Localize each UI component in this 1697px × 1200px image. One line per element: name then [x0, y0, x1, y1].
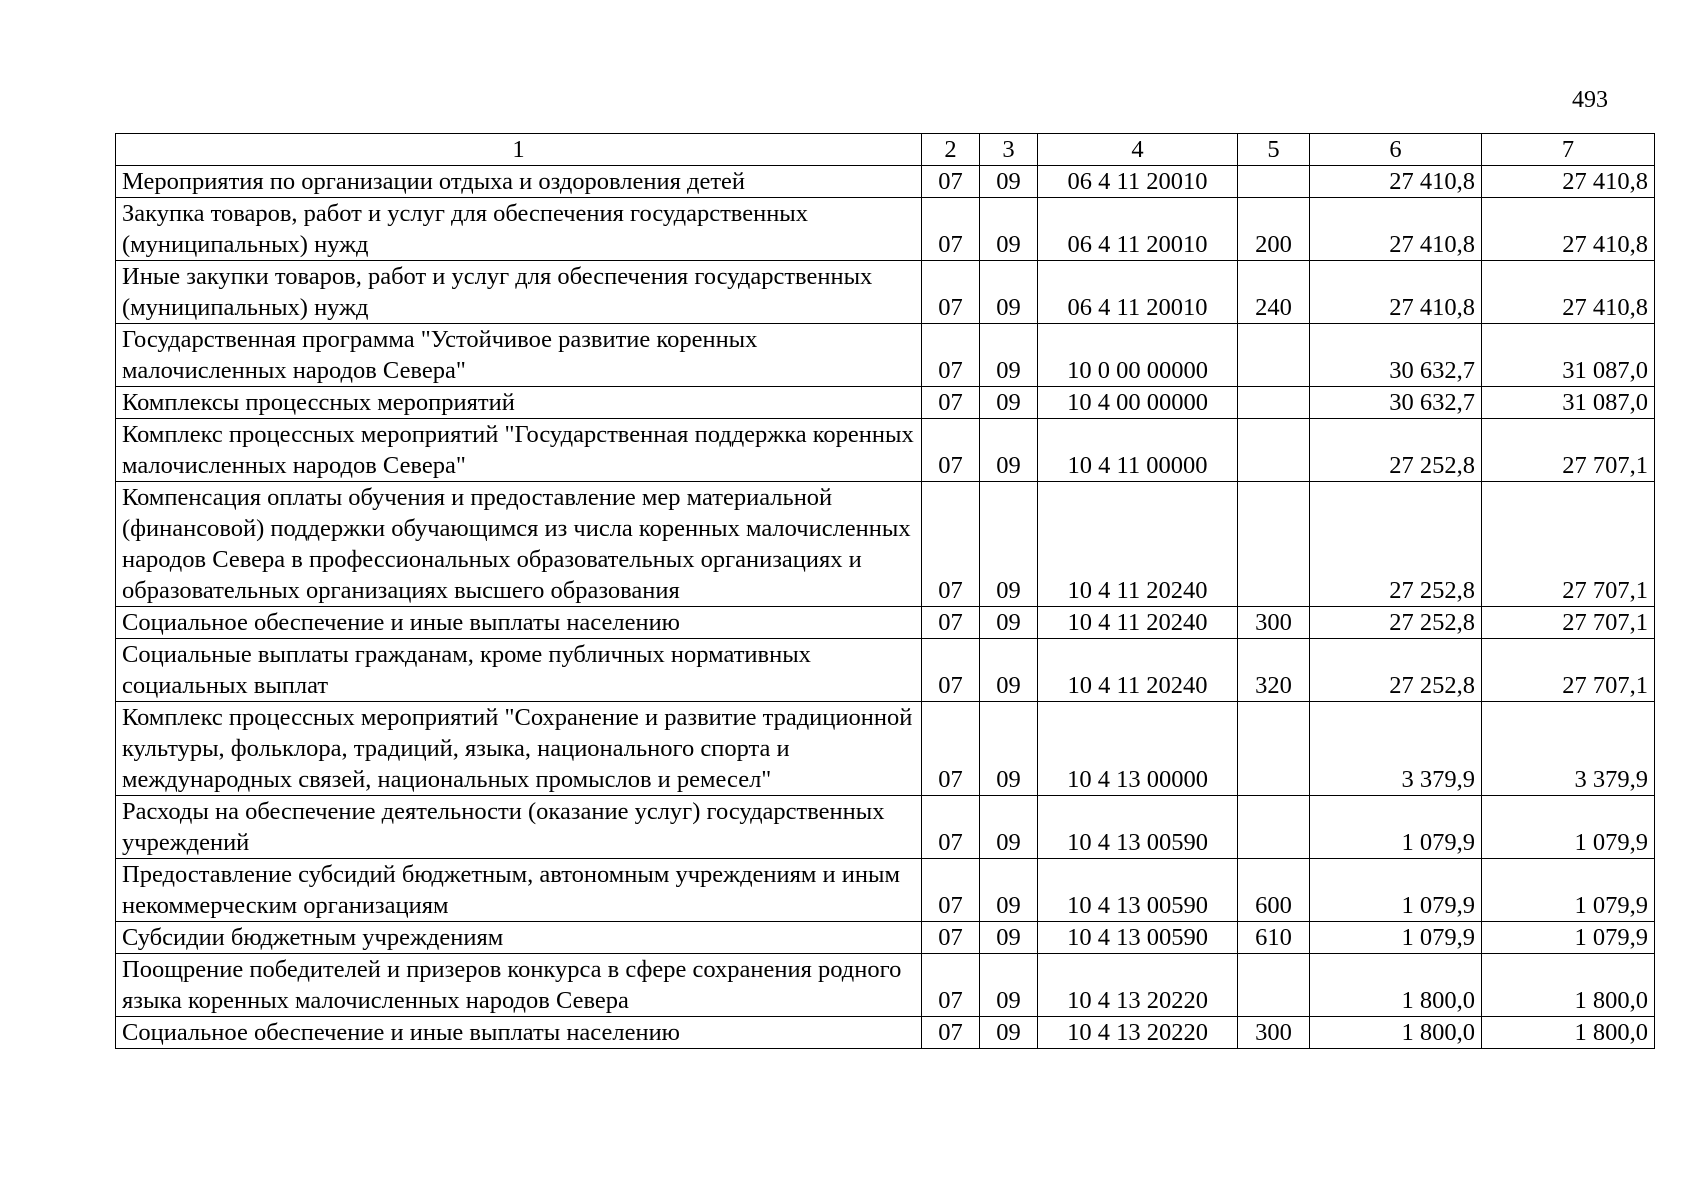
row-expense-type-cell: 240	[1238, 261, 1310, 324]
row-name-cell: Расходы на обеспечение деятельности (оказание услуг) государственных учреждений	[116, 796, 922, 859]
row-subsection-cell: 09	[980, 324, 1038, 387]
row-target-article-cell: 10 4 13 00590	[1038, 796, 1238, 859]
row-subsection-cell: 09	[980, 198, 1038, 261]
row-amount-year2-cell: 27 707,1	[1482, 607, 1655, 639]
row-target-article-cell: 10 4 11 20240	[1038, 482, 1238, 607]
table-row	[116, 261, 1655, 324]
row-name-cell: Комплексы процессных мероприятий	[116, 387, 922, 419]
row-expense-type-cell: 600	[1238, 859, 1310, 922]
table-body	[116, 166, 1655, 1049]
header-row	[116, 134, 1655, 166]
row-amount-year2-cell: 3 379,9	[1482, 702, 1655, 796]
row-subsection-cell: 09	[980, 1017, 1038, 1049]
row-expense-type-cell	[1238, 419, 1310, 482]
row-expense-type-cell	[1238, 796, 1310, 859]
row-section-cell: 07	[922, 796, 980, 859]
row-amount-year2-cell: 31 087,0	[1482, 324, 1655, 387]
table-header	[116, 134, 1655, 166]
row-name-cell: Комплекс процессных мероприятий "Государственная поддержка коренных малочисленных народов Севера"	[116, 419, 922, 482]
header-col-4: 4	[1038, 134, 1238, 166]
row-amount-year2-cell: 1 079,9	[1482, 922, 1655, 954]
table-row	[116, 859, 1655, 922]
row-section-cell: 07	[922, 922, 980, 954]
row-expense-type-cell	[1238, 324, 1310, 387]
row-expense-type-cell	[1238, 387, 1310, 419]
row-subsection-cell: 09	[980, 419, 1038, 482]
row-amount-year1-cell: 27 410,8	[1310, 198, 1482, 261]
row-target-article-cell: 06 4 11 20010	[1038, 166, 1238, 198]
row-expense-type-cell	[1238, 166, 1310, 198]
header-col-3: 3	[980, 134, 1038, 166]
row-name-cell: Предоставление субсидий бюджетным, автономным учреждениям и иным некоммерческим организациям	[116, 859, 922, 922]
row-subsection-cell: 09	[980, 954, 1038, 1017]
row-amount-year1-cell: 27 410,8	[1310, 261, 1482, 324]
table-row	[116, 482, 1655, 607]
row-target-article-cell: 10 4 13 20220	[1038, 1017, 1238, 1049]
table-row	[116, 419, 1655, 482]
row-amount-year2-cell: 27 410,8	[1482, 261, 1655, 324]
row-section-cell: 07	[922, 198, 980, 261]
row-subsection-cell: 09	[980, 859, 1038, 922]
row-expense-type-cell: 610	[1238, 922, 1310, 954]
table-row	[116, 639, 1655, 702]
row-name-cell: Государственная программа "Устойчивое развитие коренных малочисленных народов Севера"	[116, 324, 922, 387]
row-name-cell: Субсидии бюджетным учреждениям	[116, 922, 922, 954]
row-amount-year2-cell: 1 800,0	[1482, 954, 1655, 1017]
row-amount-year2-cell: 1 079,9	[1482, 859, 1655, 922]
row-subsection-cell: 09	[980, 607, 1038, 639]
row-expense-type-cell: 300	[1238, 607, 1310, 639]
row-amount-year1-cell: 1 079,9	[1310, 922, 1482, 954]
row-amount-year1-cell: 1 079,9	[1310, 859, 1482, 922]
header-col-2: 2	[922, 134, 980, 166]
row-section-cell: 07	[922, 324, 980, 387]
row-expense-type-cell	[1238, 482, 1310, 607]
row-amount-year2-cell: 27 410,8	[1482, 166, 1655, 198]
row-name-cell: Комплекс процессных мероприятий "Сохранение и развитие традиционной культуры, фольклора, традиций, языка, национального спорта и международных связей, национальных промыслов и ремесел"	[116, 702, 922, 796]
row-section-cell: 07	[922, 954, 980, 1017]
row-section-cell: 07	[922, 702, 980, 796]
row-name-cell: Иные закупки товаров, работ и услуг для обеспечения государственных (муниципальных) нужд	[116, 261, 922, 324]
row-subsection-cell: 09	[980, 261, 1038, 324]
row-amount-year2-cell: 1 079,9	[1482, 796, 1655, 859]
row-amount-year1-cell: 1 079,9	[1310, 796, 1482, 859]
header-col-5: 5	[1238, 134, 1310, 166]
row-section-cell: 07	[922, 419, 980, 482]
header-col-7: 7	[1482, 134, 1655, 166]
row-target-article-cell: 10 4 13 00590	[1038, 859, 1238, 922]
row-amount-year2-cell: 1 800,0	[1482, 1017, 1655, 1049]
row-amount-year1-cell: 27 410,8	[1310, 166, 1482, 198]
row-target-article-cell: 10 4 11 00000	[1038, 419, 1238, 482]
row-target-article-cell: 10 4 11 20240	[1038, 639, 1238, 702]
row-amount-year1-cell: 30 632,7	[1310, 324, 1482, 387]
table-row	[116, 702, 1655, 796]
row-amount-year1-cell: 27 252,8	[1310, 607, 1482, 639]
row-amount-year1-cell: 3 379,9	[1310, 702, 1482, 796]
row-section-cell: 07	[922, 859, 980, 922]
row-amount-year1-cell: 27 252,8	[1310, 482, 1482, 607]
row-name-cell: Мероприятия по организации отдыха и оздоровления детей	[116, 166, 922, 198]
row-target-article-cell: 10 4 13 20220	[1038, 954, 1238, 1017]
row-section-cell: 07	[922, 387, 980, 419]
row-amount-year2-cell: 27 707,1	[1482, 639, 1655, 702]
row-target-article-cell: 10 4 13 00590	[1038, 922, 1238, 954]
row-amount-year1-cell: 27 252,8	[1310, 419, 1482, 482]
row-section-cell: 07	[922, 482, 980, 607]
row-expense-type-cell	[1238, 702, 1310, 796]
row-target-article-cell: 10 4 00 00000	[1038, 387, 1238, 419]
row-amount-year2-cell: 31 087,0	[1482, 387, 1655, 419]
row-expense-type-cell: 200	[1238, 198, 1310, 261]
row-amount-year1-cell: 1 800,0	[1310, 954, 1482, 1017]
row-section-cell: 07	[922, 261, 980, 324]
row-subsection-cell: 09	[980, 796, 1038, 859]
row-expense-type-cell: 300	[1238, 1017, 1310, 1049]
row-name-cell: Поощрение победителей и призеров конкурса в сфере сохранения родного языка коренных малочисленных народов Севера	[116, 954, 922, 1017]
row-expense-type-cell	[1238, 954, 1310, 1017]
table-row	[116, 198, 1655, 261]
header-col-6: 6	[1310, 134, 1482, 166]
row-section-cell: 07	[922, 607, 980, 639]
table-row	[116, 166, 1655, 198]
row-amount-year1-cell: 27 252,8	[1310, 639, 1482, 702]
row-subsection-cell: 09	[980, 639, 1038, 702]
table-row	[116, 324, 1655, 387]
row-target-article-cell: 06 4 11 20010	[1038, 198, 1238, 261]
table-row	[116, 796, 1655, 859]
row-amount-year2-cell: 27 707,1	[1482, 482, 1655, 607]
row-subsection-cell: 09	[980, 482, 1038, 607]
row-amount-year1-cell: 30 632,7	[1310, 387, 1482, 419]
row-subsection-cell: 09	[980, 922, 1038, 954]
page-number: 493	[1572, 87, 1608, 113]
table-row	[116, 1017, 1655, 1049]
row-subsection-cell: 09	[980, 387, 1038, 419]
row-expense-type-cell: 320	[1238, 639, 1310, 702]
row-target-article-cell: 10 0 00 00000	[1038, 324, 1238, 387]
row-section-cell: 07	[922, 639, 980, 702]
table-row	[116, 954, 1655, 1017]
header-col-1: 1	[116, 134, 922, 166]
row-amount-year1-cell: 1 800,0	[1310, 1017, 1482, 1049]
row-section-cell: 07	[922, 166, 980, 198]
row-name-cell: Социальное обеспечение и иные выплаты населению	[116, 1017, 922, 1049]
row-name-cell: Компенсация оплаты обучения и предоставление мер материальной (финансовой) поддержки обучающимся из числа коренных малочисленных народов Севера в профессиональных образовательных организациях и образовательных организациях высшего образования	[116, 482, 922, 607]
row-name-cell: Социальные выплаты гражданам, кроме публичных нормативных социальных выплат	[116, 639, 922, 702]
table-row	[116, 607, 1655, 639]
row-name-cell: Социальное обеспечение и иные выплаты населению	[116, 607, 922, 639]
row-section-cell: 07	[922, 1017, 980, 1049]
table-row	[116, 922, 1655, 954]
row-amount-year2-cell: 27 410,8	[1482, 198, 1655, 261]
row-subsection-cell: 09	[980, 166, 1038, 198]
row-amount-year2-cell: 27 707,1	[1482, 419, 1655, 482]
row-subsection-cell: 09	[980, 702, 1038, 796]
row-name-cell: Закупка товаров, работ и услуг для обеспечения государственных (муниципальных) нужд	[116, 198, 922, 261]
budget-table	[115, 133, 1655, 1049]
row-target-article-cell: 10 4 13 00000	[1038, 702, 1238, 796]
row-target-article-cell: 06 4 11 20010	[1038, 261, 1238, 324]
table-row	[116, 387, 1655, 419]
row-target-article-cell: 10 4 11 20240	[1038, 607, 1238, 639]
